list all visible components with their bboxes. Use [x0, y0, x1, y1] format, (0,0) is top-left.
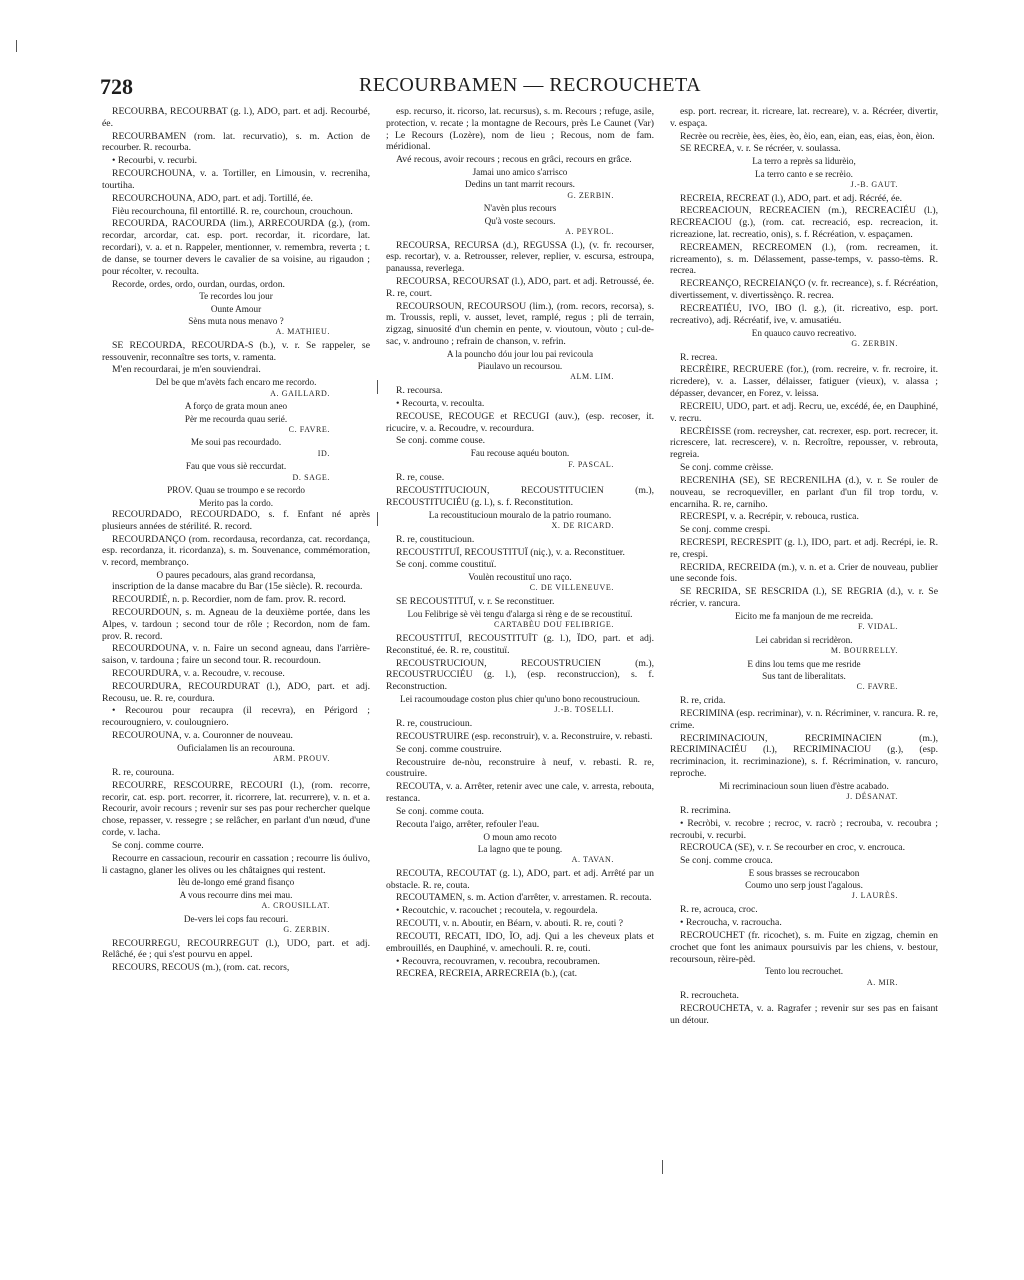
entry-paragraph: RECREAMEN, RECREOMEN (l.), (rom. recreamen, it. ricreamento), s. m. Délassement, passe-temps, v. passo-tèms. R. recrea. — [670, 241, 938, 277]
entry-paragraph: RECOURDOUNA, v. n. Faire un second agneau, dans l'arrière-saison, v. tardouna ; faire un second tour. R. recourdoun. — [102, 643, 370, 667]
column-left — [102, 106, 370, 1256]
entry-paragraph: • Recourta, v. recoulta. — [396, 397, 485, 409]
quotation-line: E sous brasses se recroucabon — [748, 868, 860, 878]
entry-paragraph: RECRIDA, RECREIDA (m.), v. n. et a. Crier de nouveau, publier une seconde fois. — [670, 561, 938, 585]
entry-paragraph: RECREANÇO, RECREIANÇO (v. fr. recreance), s. f. Récréation, divertissement, v. divertissènço. R. recrea. — [670, 278, 938, 302]
quotation-author: A. TAVAN. — [571, 854, 614, 864]
entry-paragraph: Se conj. comme coustruire. — [396, 743, 502, 755]
quotation-author: CARTABÈU DOU FELIBRIGE. — [493, 620, 614, 630]
entry-paragraph: SE RECRIDA, SE RESCRIDA (l.), SE REGRIA (d.), v. r. Se récrier, v. rancura. — [670, 586, 938, 610]
quotation-line: O moun amo recoto — [483, 831, 557, 842]
entry-paragraph: R. re, couse. — [396, 472, 445, 484]
entry-paragraph: R. re, crida. — [680, 695, 726, 707]
quotation-line: Voulèn recoustituï uno raço. — [468, 572, 572, 583]
quotation-line: A forço de grata moun aneo — [184, 401, 288, 412]
entry-paragraph: M'en recourdarai, je m'en souviendrai. — [112, 364, 261, 376]
entry-paragraph: RECOURDOUN, s. m. Agneau de la deuxième portée, dans les Alpes, v. tardoun ; second tour de rôle ; Recordon, nom de fam. prov. R. record. — [102, 606, 370, 642]
quotation-line: Dedins un tant marrit recours. — [465, 179, 575, 190]
quotation-line: Me soui pas recourdado. — [190, 437, 282, 448]
quotation-line: Ounte Amour — [210, 303, 262, 314]
entry-paragraph: RECOURDADO, RECOURDADO, s. f. Enfant né après plusieurs années de stérilité. R. record. — [102, 508, 370, 532]
margin-mark — [662, 1160, 663, 1174]
entry-paragraph: Se conj. comme crèisse. — [680, 462, 774, 474]
entry-paragraph: RECOUSTITUÏ, RECOUSTITUÏ (niç.), v. a. Reconstituer. — [396, 546, 625, 558]
entry-paragraph: RECOURSOUN, RECOURSOU (lim.), (rom. recors, recorsa), s. m. Troussis, repli, v. ausset, levet, ramplé, regus ; pli de terrain, zigzag, sinuosité d'un chemin en pente, v. vioutoun, vòuto ; cul-de-sac, v. androuno ; refrain de chanson, v. refrin. — [386, 300, 654, 348]
margin-mark — [377, 512, 378, 526]
entry-paragraph: RECOUSTITUCIOUN, RECOUSTITUCIEN (m.), RECOUSTITUCIÉU (g. l.), s. f. Reconstitution. — [386, 485, 654, 508]
quotation-line: A vous recourre dins mei mau. — [179, 889, 293, 900]
entry-paragraph: RECOUSTRUIRE (esp. reconstruir), v. a. Reconstruire, v. rebasti. — [396, 730, 653, 742]
entry-paragraph: RECOUTA, v. a. Arrêter, retenir avec une cale, v. arresta, rebouta, restanca. — [386, 781, 654, 805]
entry-paragraph: RECOURDURA, RECOURDURAT (l.), ADO, part. et adj. Recousu, ue. R. re, courdura. — [102, 680, 370, 704]
quotation-author: J. DÉSANAT. — [846, 792, 898, 802]
quotation-author: J. LAURÈS. — [851, 891, 898, 901]
quotation-author: X. DE RICARD. — [551, 520, 614, 530]
quotation-line: Lei racoumoudage coston plus chier qu'uno bono recoustrucioun. — [400, 694, 640, 705]
page-number: 728 — [100, 74, 133, 99]
running-head: RECOURBAMEN — RECROUCHETA — [358, 74, 702, 96]
entry-paragraph: RECOURS, RECOUS (m.), (rom. cat. recors, — [112, 962, 290, 974]
entry-paragraph: • Recourbi, v. recurbi. — [112, 155, 198, 167]
entry-paragraph: RECOURSA, RECURSA (d.), REGUSSA (l.), (v. fr. recourser, esp. recortar), v. a. Retrousser, relever, replier, v. escursa, estroupa, panaussa, reverlega. — [386, 239, 654, 275]
quotation-line: De-vers lei cops fau recouri. — [183, 913, 289, 924]
entry-paragraph: RECOURDANÇO (rom. recordausa, recordanza, cat. recordança, esp. recordanza, it. ricordanza), s. m. Souvenance, commémoration, v. record, membranço. — [102, 533, 370, 569]
quotation-line: Pèr me recourda quau serié. — [184, 413, 288, 424]
entry-paragraph: RECROUCHET (fr. ricochet), s. m. Fuite en zigzag, chemin en crochet que font les animaux poursuivis par les chiens, v. bestour, recoursoun, rèire-pèd. — [670, 929, 938, 965]
entry-paragraph: RECROUCA (SE), v. r. Se recourber en croc, v. encrouca. — [680, 842, 905, 854]
quotation-line: Eicito me fa manjoun de me recreida. — [734, 610, 873, 621]
quotation-author: G. ZERBIN. — [283, 924, 330, 934]
entry-paragraph: RECOURCHOUNA, ADO, part. et adj. Tortillé, ée. — [112, 192, 313, 204]
quotation-author: C. FAVRE. — [856, 682, 898, 692]
page-header — [100, 74, 960, 104]
entry-paragraph: SE RECREA, v. r. Se récréer, v. soulassa. — [680, 143, 841, 155]
entry-paragraph: RECREACIOUN, RECREACIEN (m.), RECREACIÉU (l.), RECREACIOU (g.), (rom. cat. recreació, esp. recreacion, it. ricreazione, lat. recreatio, onis), s. f. Récréation, v. espaçamen. — [670, 205, 938, 240]
entry-paragraph: Fièu recourchouna, fil entortillé. R. re, courchoun, crouchoun. — [112, 205, 353, 217]
quotation-line: En quauco cauvo recreativo. — [751, 327, 857, 338]
entry-paragraph: RECREIU, UDO, part. et adj. Recru, ue, excédé, ée, en Dauphiné, v. recru. — [670, 400, 938, 424]
entry-paragraph: RECOUTA, RECOUTAT (g. l.), ADO, part. et adj. Arrêté par un obstacle. R. re, couta. — [386, 867, 654, 891]
entry-paragraph: Se conj. comme couta. — [396, 805, 484, 817]
quotation-author: G. ZERBIN. — [567, 190, 614, 200]
entry-paragraph: Se conj. comme crouca. — [680, 855, 773, 867]
entry-paragraph: Recourre en cassacioun, recourir en cassation ; recourre lis óulivo, li castagno, glaner les olives ou les châtaignes qui restent. — [102, 852, 370, 876]
quotation-author: D. SAGE. — [292, 472, 330, 482]
quotation-line: La lagno que te poung. — [477, 843, 563, 854]
entry-paragraph: RECRIMINACIOUN, RECRIMINACIEN (m.), RECRIMINACIÉU (l.), RECRIMINACIOU (g.), (esp. recriminacion, it. recriminazione), s. f. Récrimination, v. rancuro, reproche. — [670, 732, 938, 780]
entry-paragraph: RECOURREGU, RECOURREGUT (l.), UDO, part. et adj. Relâché, ée ; qui s'est pourvu en appel. — [102, 937, 370, 961]
quotation-line: Fau recouse aquéu bouton. — [470, 448, 570, 459]
entry-paragraph: RECOUTAMEN, s. m. Action d'arrêter, v. arrestamen. R. recouta. — [396, 892, 652, 904]
quotation-line: Sèns muta nous menavo ? — [188, 315, 284, 326]
quotation-line: Ièu de-longo emé grand fisanço — [177, 877, 295, 888]
quotation-line: A la pouncho dóu jour lou pai revicoula — [446, 348, 594, 359]
quotation-author: A. CROUSILLAT. — [261, 900, 330, 910]
entry-paragraph: R. recroucheta. — [680, 990, 739, 1002]
quotation-line: Ouficialamen lis an recourouna. — [177, 742, 295, 753]
entry-paragraph: RECRIMINA (esp. recriminar), v. n. Récriminer, v. rancura. R. re, crime. — [670, 707, 938, 731]
quotation-line: Merito pas la cordo. — [199, 497, 273, 508]
entry-paragraph: R. recoursa. — [396, 385, 443, 397]
entry-paragraph: esp. recurso, it. ricorso, lat. recursus), s. m. Recours ; refuge, asile, protection, v. recate ; la montagne de Recours, près Le Caunet (Var) ; Le Recours (Lozère), nom de lieu ; Recous, nom de fam. méridional. — [386, 106, 654, 153]
entry-paragraph: Se conj. comme coustituï. — [396, 559, 497, 571]
column-right — [670, 106, 938, 1256]
quotation-line: Qu'à voste secours. — [484, 215, 556, 226]
entry-paragraph: • Recourou pour recaupra (il recevra), en Périgord ; recourougniero, v. coulougniero. — [102, 705, 370, 729]
quotation-line: Mi recriminacioun soun liuen d'èstre acabado. — [719, 780, 889, 791]
quotation-author: F. VIDAL. — [858, 622, 898, 632]
entry-paragraph: RECRESPI, v. a. Recrépir, v. rebouca, rustica. — [680, 511, 859, 523]
quotation-author: F. PASCAL. — [568, 459, 614, 469]
entry-paragraph: Se conj. comme couse. — [396, 435, 486, 447]
quotation-line: Piaulavo un recoursou. — [477, 361, 563, 372]
entry-paragraph: RECREA, RECREIA, ARRECREIA (b.), (cat. — [396, 968, 578, 980]
margin-mark — [377, 380, 378, 394]
entry-paragraph: RECREIA, RECREAT (l.), ADO, part. et adj. Récréé, ée. — [680, 192, 903, 204]
entry-paragraph: RECROUCHETA, v. a. Ragrafer ; revenir sur ses pas en faisant un détour. — [670, 1003, 938, 1026]
entry-paragraph: RECRÈIRE, RECRUERE (for.), (rom. recreire, v. fr. recroire, it. ricredere), v. a. Lasser, délaisser, fatiguer (vieux), v. alassa ; dépasser, devancer, en Forez, v. leissa. — [670, 364, 938, 400]
entry-paragraph: Se conj. comme crespi. — [680, 524, 771, 536]
quotation-author: J.-B. GAUT. — [850, 179, 898, 189]
quotation-author: C. FAVRE. — [288, 424, 330, 434]
quotation-line: Del be que m'avèts fach encaro me recordo. — [155, 377, 317, 388]
margin-mark — [16, 40, 17, 52]
entry-paragraph: RECRESPI, RECRESPIT (g. l.), IDO, part. et adj. Recrépi, ie. R. re, crespi. — [670, 537, 938, 560]
quotation-line: Lei cabridan si recridèron. — [755, 634, 853, 645]
quotation-author: G. ZERBIN. — [851, 338, 898, 348]
quotation-author: A. GAILLARD. — [270, 388, 330, 398]
entry-paragraph: R. re, acrouca, croc. — [680, 904, 758, 916]
quotation-line: O paures pecadours, alas grand recordansa, — [156, 569, 316, 580]
entry-paragraph: RECOURSA, RECOURSAT (l.), ADO, part. et adj. Retroussé, ée. R. re, court. — [386, 276, 654, 299]
entry-paragraph: R. re, courouna. — [112, 766, 175, 778]
quotation-author: A. MIR. — [866, 977, 898, 987]
entry-paragraph: RECOUSTRUCIOUN, RECOUSTRUCIEN (m.), RECOUSTRUCCIÉU (g. l.), (esp. reconstruccion), s. f. Reconstruction. — [386, 657, 654, 693]
entry-paragraph: RECOUTI, v. n. Aboutir, en Béarn, v. abouti. R. re, couti ? — [396, 918, 624, 930]
entry-paragraph: RECRÈISSE (rom. recreysher, cat. recrexer, esp. port. recrecer, it. ricrescere, lat. recrescere), v. n. Recroître, repousser, v. rebrouta, regreia. — [670, 425, 938, 461]
entry-paragraph: Recouta l'aigo, arrêter, refouler l'eau. — [396, 818, 540, 830]
entry-paragraph: R. re, coustrucioun. — [396, 718, 473, 730]
entry-paragraph: RECOURDIÉ, n. p. Recordier, nom de fam. prov. R. record. — [112, 594, 346, 606]
quotation-line: Jamai uno amico s'arrisco — [472, 167, 568, 178]
quotation-line: Tento lou recrouchet. — [764, 966, 844, 977]
quotation-line: Lou Felibrige sè vèi tengu d'alarga si rèng e de se recoustituï. — [407, 609, 633, 619]
entry-paragraph: Recrèe ou recrèie, èes, èies, èo, èio, ean, eian, eas, eias, èon, èion. — [680, 130, 935, 142]
quotation-line: Te recordes lou jour — [199, 291, 273, 302]
quotation-line: La terro canto e se recrèio. — [755, 168, 853, 179]
entry-paragraph: RECOUSTITUÏ, RECOUSTITUÏT (g. l.), ÏDO, part. et adj. Reconstitué, ée. R. re, coustituï. — [386, 632, 654, 656]
entry-paragraph: RECOURBA, RECOURBAT (g. l.), ADO, part. et adj. Recourbé, ée. — [102, 106, 370, 129]
entry-paragraph: RECOURDURA, v. a. Recoudre, v. recouse. — [112, 668, 285, 679]
entry-paragraph: R. recrimina. — [680, 804, 731, 816]
entry-paragraph: RECRENIHA (SE), SE RECRENILHA (d.), v. r. Se rouler de nouveau, se recroqueviller, en parlant d'un fil trop tordu, v. encarniha. R. re, carniho. — [670, 474, 938, 510]
quotation-line: Coumo uno serp joust l'agalous. — [745, 880, 863, 891]
entry-paragraph: RECREATIÉU, IVO, IBO (l. g.), (it. ricreativo, esp. port. recreativo), adj. Récréatif, ive, v. amusatiéu. — [670, 302, 938, 326]
entry-paragraph: RECOURCHOUNA, v. a. Tortiller, en Limousin, v. recreniha, tourtiha. — [102, 168, 370, 191]
entry-paragraph: RECOURDA, RACOURDA (lim.), ARRECOURDA (g.), (rom. recordar, arcordar, cat. esp. port. recordar, it. ricordare, lat. recordari), v. a. et n. Rappeler, mentionner, v. remembra, reverta ; t. de danse, se tourner devers le cavalier de sa voisine, au rigaudon ; pour récolter, v. recoulta. — [102, 218, 370, 277]
quotation-author: J.-B. TOSELLI. — [554, 705, 614, 715]
quotation-line: E dins lou tems que me resride — [747, 658, 861, 669]
entry-paragraph: Avé recous, avoir recours ; recous en grâci, recours en grâce. — [396, 154, 632, 166]
entry-paragraph: Recoustruire de-nòu, reconstruire à neuf, v. rebasti. R. re, coustruire. — [386, 756, 654, 780]
quotation-line: PROV. Quau se troumpo e se recordo — [167, 485, 305, 496]
quotation-author: M. BOURRELLY. — [830, 646, 898, 656]
entry-paragraph: • Recouvra, recouvramen, v. recoubra, recoubramen. — [396, 955, 600, 967]
quotation-author: ID. — [317, 448, 330, 458]
entry-paragraph: RECOURRE, RESCOURRE, RECOURI (l.), (rom. recorre, recorir, cat. esp. port. recorrer, it. ricorrere, lat. recurrere), v. n. et a. Recourir, avoir recours ; revenir sur ses pas pour rechercher quelque chose, repasser, v. ressegre ; se relâcher, en parlant d'un nœud, d'une corde, v. lacha. — [102, 779, 370, 839]
column-middle — [386, 106, 654, 1256]
entry-paragraph: RECOUSE, RECOUGE et RECUGI (auv.), (esp. recoser, it. ricucire, v. a. Recoudre, v. recourdura. — [386, 410, 654, 434]
quotation-line: La terro a reprès sa lidurèio, — [752, 156, 856, 167]
quotation-author: ARM. PROUV. — [273, 754, 330, 764]
entry-paragraph: R. re, coustitucioun. — [396, 533, 475, 545]
quotation-author: A. MATHIEU. — [275, 327, 330, 337]
entry-paragraph: R. recrea. — [680, 351, 718, 363]
entry-paragraph: • Recoutchic, v. racouchet ; recoutela, v. regourdela. — [396, 905, 598, 917]
entry-paragraph: inscription de la danse macabre du Bar (15e siècle). R. recourda. — [112, 581, 363, 593]
quotation-line: La recoustitucioun mouralo de la patrio roumano. — [428, 509, 612, 520]
entry-paragraph: • Recroucha, v. racroucha. — [680, 917, 782, 929]
entry-paragraph: Se conj. comme courre. — [112, 839, 204, 851]
entry-paragraph: Recorde, ordes, ordo, ourdan, ourdas, ordon. — [112, 278, 285, 290]
quotation-line: N'avèn plus recours — [483, 203, 557, 214]
quotation-author: ALM. LIM. — [570, 372, 614, 382]
entry-paragraph: RECOUTI, RECATI, IDO, ÏO, adj. Qui a les cheveux plats et embrouillés, en Dauphiné, v. amechouli. R. re, couti. — [386, 930, 654, 954]
entry-paragraph: SE RECOUSTITUÏ, v. r. Se reconstituer. — [396, 596, 555, 608]
entry-paragraph: RECOUROUNA, v. a. Couronner de nouveau. — [112, 730, 293, 742]
quotation-author: A. PEYROL. — [565, 226, 614, 236]
entry-paragraph: SE RECOURDA, RECOURDA-S (b.), v. r. Se rappeler, se ressouvenir, reconnaître ses torts, v. ramenta. — [102, 339, 370, 363]
entry-paragraph: esp. port. recrear, it. ricreare, lat. recreare), v. a. Récréer, divertir, v. espaça. — [670, 106, 938, 129]
entry-paragraph: • Recròbi, v. recobre ; recroc, v. racrò ; recrouba, v. recoubra ; recroubi, v. recurbi. — [670, 817, 938, 841]
quotation-author: C. DE VILLENEUVE. — [529, 583, 614, 593]
entry-paragraph: RECOURBAMEN (rom. lat. recurvatio), s. m. Action de recourber. R. recourba. — [102, 130, 370, 154]
quotation-line: Fau que vous siè reccurdat. — [185, 461, 287, 472]
quotation-line: Sus tant de liberalitats. — [762, 671, 846, 682]
